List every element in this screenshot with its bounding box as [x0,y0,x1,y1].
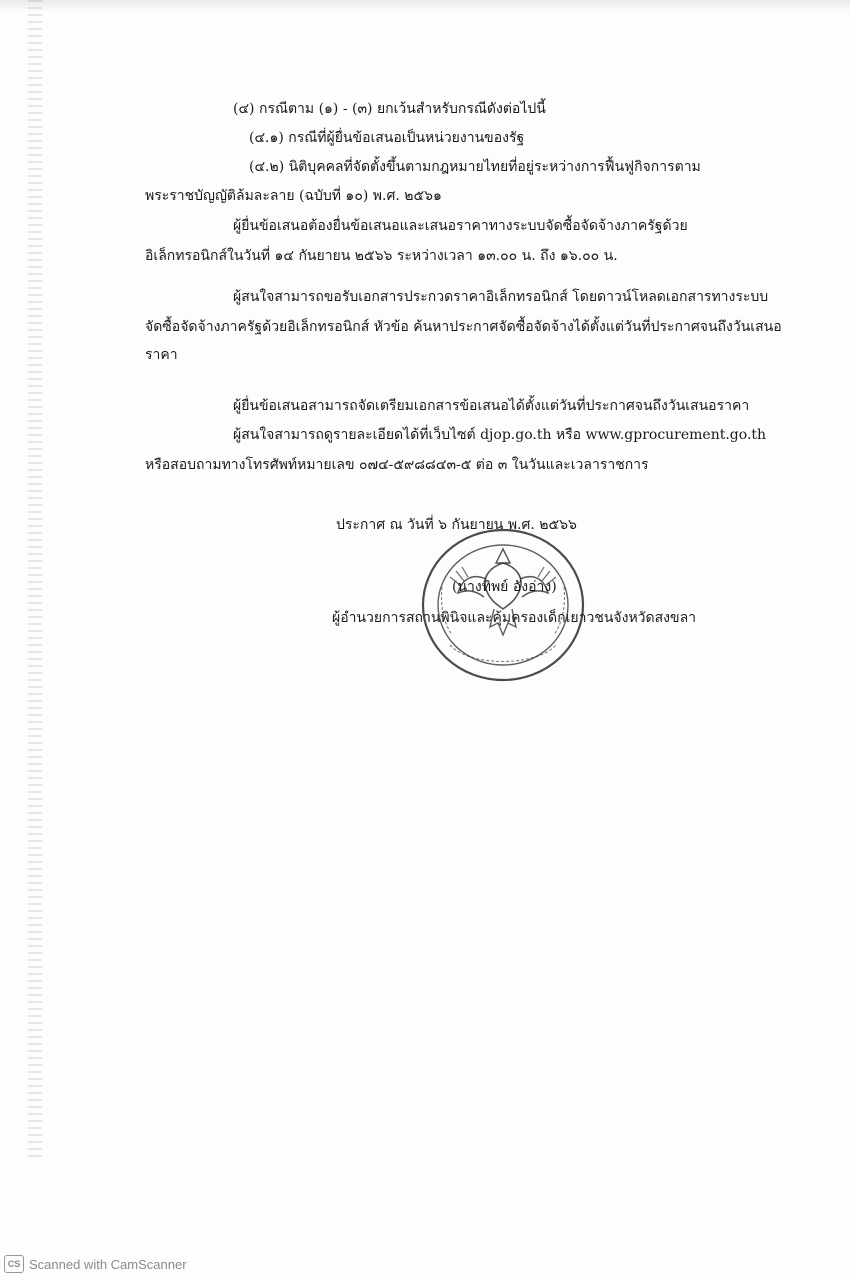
document-request-para-end: ราคา [145,347,178,363]
submission-para-cont: อิเล็กทรอนิกส์ในวันที่ ๑๔ กันยายน ๒๕๖๖ ระหว่างเวลา ๑๓.๐๐ น. ถึง ๑๖.๐๐ น. [145,248,618,264]
submission-para: ผู้ยื่นข้อเสนอต้องยื่นข้อเสนอและเสนอราคาทางระบบจัดซื้อจัดจ้างภาครัฐด้วย [233,218,688,234]
clause-4-2: (๔.๒) นิติบุคคลที่จัดตั้งขึ้นตามกฎหมายไทยที่อยู่ระหว่างการฟื้นฟูกิจการตาม [249,159,701,175]
signer-name: (นางทิพย์ อังอ่าง) [452,579,557,595]
website-para: ผู้สนใจสามารถดูรายละเอียดได้ที่เว็บไซต์ djop.go.th หรือ www.gprocurement.go.th [233,427,767,443]
announce-date: ประกาศ ณ วันที่ ๖ กันยายน พ.ศ. ๒๕๖๖ [336,517,577,533]
scan-top-shadow [0,0,850,12]
clause-4: (๔) กรณีตาม (๑) - (๓) ยกเว้นสำหรับกรณีดังต่อไปนี้ [233,101,546,117]
preparation-para: ผู้ยื่นข้อเสนอสามารถจัดเตรียมเอกสารข้อเสนอได้ตั้งแต่วันที่ประกาศจนถึงวันเสนอราคา [233,398,750,414]
signer-title: ผู้อำนวยการสถานพินิจและคุ้มครองเด็กเยาวชนจังหวัดสงขลา [332,610,697,626]
camscanner-watermark [4,1254,187,1274]
clause-4-1: (๔.๑) กรณีที่ผู้ยื่นข้อเสนอเป็นหน่วยงานของรัฐ [249,130,525,146]
document-request-para: ผู้สนใจสามารถขอรับเอกสารประกวดราคาอิเล็กทรอนิกส์ โดยดาวน์โหลดเอกสารทางระบบ [233,289,769,305]
scan-left-edge [28,0,42,1160]
phone-para: หรือสอบถามทางโทรศัพท์หมายเลข ๐๗๔-๕๙๘๘๔๓-๕ ต่อ ๓ ในวันและเวลาราชการ [145,457,649,473]
camscanner-logo-icon: CS [4,1255,24,1273]
camscanner-text: Scanned with CamScanner [29,1256,187,1272]
document-request-para-cont: จัดซื้อจัดจ้างภาครัฐด้วยอิเล็กทรอนิกส์ หัวข้อ ค้นหาประกาศจัดซื้อจัดจ้างได้ตั้งแต่วันที่ประกาศจนถึงวันเสนอ [145,319,782,335]
clause-4-2-cont: พระราชบัญญัติล้มละลาย (ฉบับที่ ๑๐) พ.ศ. ๒๕๖๑ [145,188,442,204]
official-seal-icon [420,527,586,683]
